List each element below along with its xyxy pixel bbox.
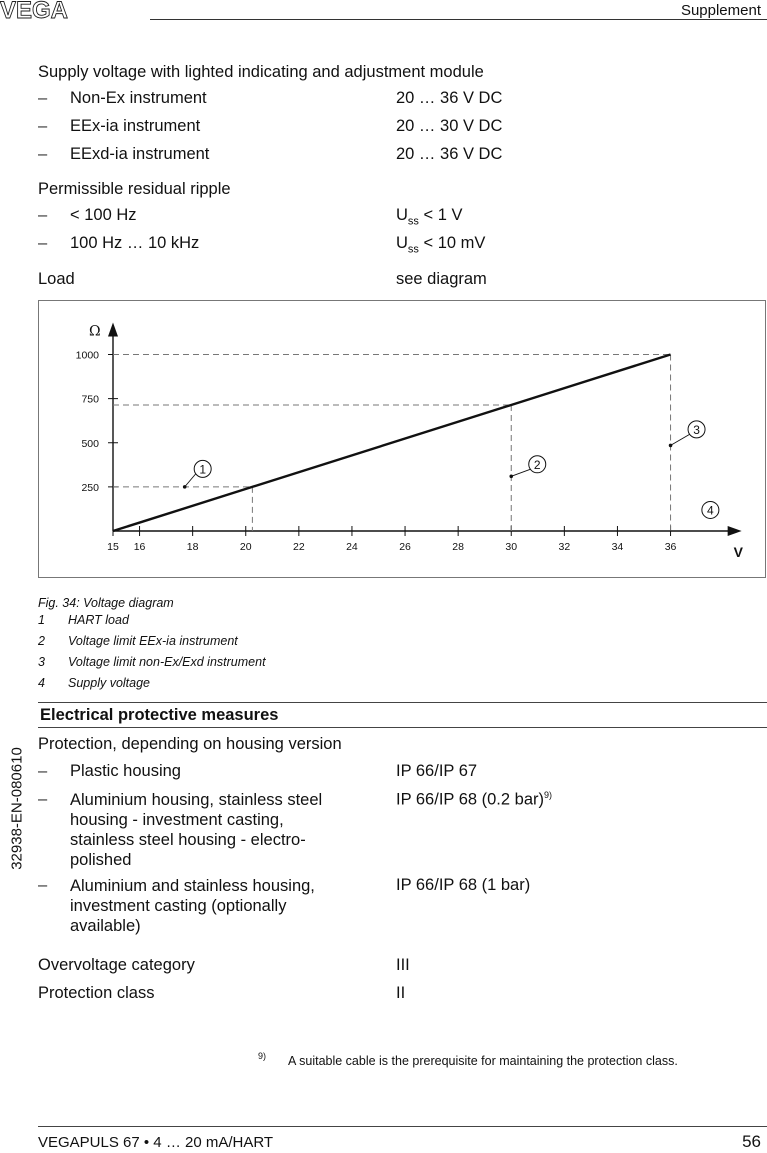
footnote-mark: 9) [258,1051,267,1061]
legend-num: 2 [38,634,45,648]
marker-label: 3 [693,422,700,437]
dash: – [38,876,48,894]
legend-text: Supply voltage [68,676,151,690]
x-tick-label: 30 [505,541,518,553]
dash: – [38,117,48,135]
supply-title: Supply voltage with lighted indicating and adjustment module [38,63,484,81]
ripple-row-label: < 100 Hz [70,206,137,224]
y-tick-label: 1000 [75,349,99,362]
figure-caption: Fig. 34: Voltage diagram [38,596,174,610]
dash: – [38,790,48,808]
legend-text: Voltage limit non-Ex/Exd instrument [68,655,266,669]
marker-leader [185,474,196,487]
x-tick-label: 16 [133,541,146,553]
y-tick-label: 250 [81,481,99,494]
ripple-row-value: $U_{ss} < 10$ mV [396,234,486,256]
y-axis-label: Ω [89,323,101,340]
voltage-chart [39,301,765,577]
protection-class-label: Protection class [38,984,155,1002]
protection-row-label: Aluminium and stainless housing, investment casting (optionally available) [70,877,315,935]
supply-row-label: EExd-ia instrument [70,145,210,163]
dash: – [38,234,48,252]
x-tick-label: 24 [346,541,358,553]
y-axis-arrow [108,323,118,337]
marker-label: 1 [199,462,207,477]
voltage-diagram [38,300,766,578]
supply-row-value: 20 … 36 V DC [396,145,503,163]
y-tick-label: 750 [81,393,99,406]
supply-row-label: EEx-ia instrument [70,117,201,135]
load-value: see diagram [396,270,487,288]
legend-text: Voltage limit EEx-ia instrument [68,634,238,648]
legend-num: 1 [38,613,45,627]
supply-row-value: 20 … 30 V DC [396,117,503,135]
section-heading: Electrical protective measures [40,706,279,724]
dash: – [38,762,48,780]
x-tick-label: 15 [107,541,119,553]
footnote-text: A suitable cable is the prerequisite for maintaining the protection class. [288,1054,678,1068]
header-section: Supplement [680,2,761,19]
y-tick-label: 500 [81,437,99,450]
marker-label: 2 [533,457,541,472]
document-code: 32938-EN-080610 [8,747,26,870]
load-label: Load [38,270,75,288]
vega-logo [0,0,140,20]
protection-row-value: IP 66/IP 67 [396,762,478,780]
svg-text:VEGA: VEGA [0,0,69,20]
x-tick-label: 32 [558,541,571,553]
protection-class-value: II [396,984,406,1002]
protection-row-label: Aluminium housing, stainless steel housing - investment casting, stainless steel housing - electro-polished [70,791,323,869]
x-tick-label: 22 [293,541,305,553]
section-rule [38,727,767,728]
footer-rule [38,1126,767,1127]
dash: – [38,206,48,224]
x-tick-label: 18 [186,541,199,553]
legend-text: HART load [68,613,129,627]
load-line [113,355,671,532]
overvoltage-label: Overvoltage category [38,956,195,974]
supply-row-label: Non-Ex instrument [70,89,207,107]
legend-num: 4 [38,676,45,690]
ripple-title: Permissible residual ripple [38,180,231,198]
legend-num: 3 [38,655,45,669]
ripple-row-value: $U_{ss} < 1$ V [396,206,463,228]
marker-dot [669,444,673,448]
x-tick-label: 20 [239,541,252,553]
supply-row-value: 20 … 36 V DC [396,89,503,107]
x-axis-label: V [733,544,743,560]
footnote-ref: 9) [543,790,552,800]
x-tick-label: 36 [664,541,677,553]
protection-row-value: IP 66/IP 68 (0.2 bar)$^{9)}$ [396,790,552,809]
protection-row-value: IP 66/IP 68 (1 bar) [396,876,531,894]
header-rule [150,19,767,20]
marker-leader [511,469,530,476]
overvoltage-value: III [396,956,410,974]
marker-leader [671,434,690,445]
ripple-row-label: 100 Hz … 10 kHz [70,234,200,252]
page-number: 56 [742,1132,761,1151]
dash: – [38,89,48,107]
marker-label: 4 [707,503,714,518]
footer-product: VEGAPULS 67 • 4 … 20 mA/HART [38,1134,274,1151]
section-rule [38,702,767,703]
x-tick-label: 26 [399,541,411,553]
x-tick-label: 28 [452,541,464,553]
x-tick-label: 34 [611,541,624,553]
protection-row-label: Plastic housing [70,762,181,780]
protection-subtitle: Protection, depending on housing version [38,735,342,753]
dash: – [38,145,48,163]
x-axis-arrow [728,526,742,536]
